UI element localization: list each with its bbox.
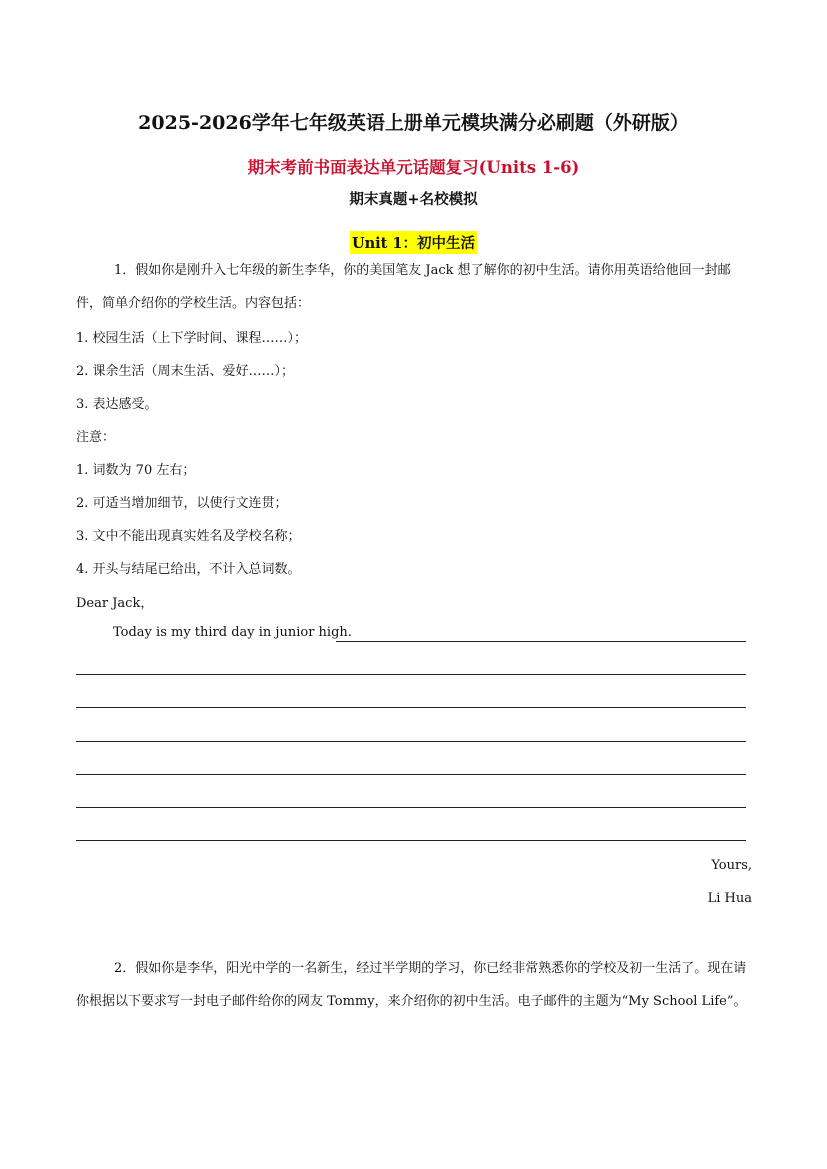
q1-note-label: 注意： [76,430,116,445]
unit-heading-wrapper [0,231,827,254]
q1-note-3: 3. 文中不能出现真实姓名及学校名称； [76,529,301,544]
q1-content-item-2: 2. 课余生活（周末生活、爱好……）； [76,364,295,379]
q1-note-4: 4. 开头与结尾已给出，不计入总词数。 [76,562,301,577]
q1-note-2: 2. 可适当增加细节，以使行文连贯； [76,496,288,511]
answer-line-4[interactable] [76,741,746,742]
q1-closing: Yours, [711,858,752,873]
q1-note-1: 1. 词数为 70 左右； [76,463,196,478]
q1-signature: Li Hua [707,891,752,906]
q1-content-item-3: 3. 表达感受。 [76,397,158,412]
answer-line-3[interactable] [76,707,746,708]
answer-line-1[interactable] [336,641,746,642]
q1-opening-sentence: Today is my third day in junior high. [113,625,352,640]
answer-line-2[interactable] [76,674,746,675]
document-title: 2025-2026学年七年级英语上册单元模块满分必刷题（外研版） [138,112,689,134]
answer-line-6[interactable] [76,807,746,808]
document-subtitle: 期末考前书面表达单元话题复习(Units 1-6) [247,158,580,177]
document-subtitle-2: 期末真题+名校模拟 [349,191,478,208]
q1-content-item-1: 1. 校园生活（上下学时间、课程……）； [76,331,308,346]
q1-prompt: 1．假如你是刚升入七年级的新生李华，你的美国笔友 Jack 想了解你的初中生活。请你用英语给他回一封邮件，简单介绍你的学校生活。内容包括： [76,263,731,311]
answer-line-7[interactable] [76,840,746,841]
q2-prompt: 2．假如你是李华，阳光中学的一名新生，经过半学期的学习，你已经非常熟悉你的学校及初一生活了。现在请你根据以下要求写一封电子邮件给你的网友 Tommy，来介绍你的初中生活。电子邮件的主题为“My School Life”。 [76,961,747,1009]
answer-line-5[interactable] [76,774,746,775]
unit-heading: Unit 1：初中生活 [350,231,477,254]
q1-greeting: Dear Jack， [76,596,154,611]
